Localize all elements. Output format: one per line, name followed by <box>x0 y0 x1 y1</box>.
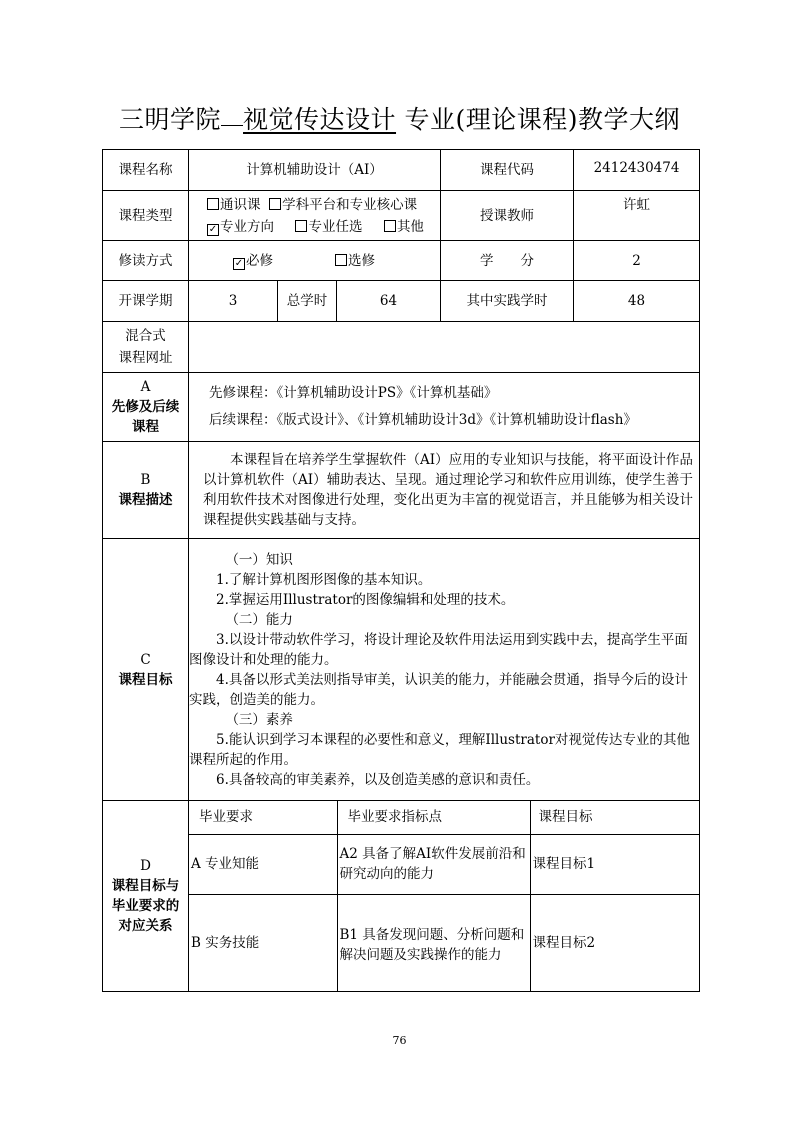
blended-value <box>189 322 700 373</box>
section-b-label: B 课程描述 <box>103 442 189 539</box>
course-name-label: 课程名称 <box>103 150 189 191</box>
course-code-value: 2412430474 <box>574 150 700 191</box>
course-goal-2: 课程目标2 <box>530 894 699 991</box>
teacher-label: 授课教师 <box>441 191 574 241</box>
row-section-a <box>103 373 700 442</box>
header-indicator: 毕业要求指标点 <box>337 801 530 834</box>
course-objectives <box>189 539 700 801</box>
objective-heading: （一）知识 <box>225 551 293 568</box>
title-rest: 专业(理论课程)教学大纲 <box>404 105 680 134</box>
indicator-b1: B1 具备发现问题、分析问题和解决问题及实践操作的能力 <box>337 894 530 991</box>
grad-req-b: B 实务技能 <box>189 894 337 991</box>
study-mode-options <box>189 241 441 281</box>
teacher-value: 许虹 <box>574 191 700 241</box>
row-study-mode <box>103 241 700 281</box>
title-major: 视觉传达设计 <box>243 105 397 134</box>
mapping-header-row <box>189 801 699 834</box>
mapping-row <box>189 894 699 991</box>
option-major-direction: 专业方向 <box>220 218 274 235</box>
total-hours-value: 64 <box>337 281 441 322</box>
option-optional: 选修 <box>348 252 375 269</box>
course-type-options <box>189 191 441 241</box>
row-section-c <box>103 539 700 801</box>
page-title <box>0 100 799 136</box>
objective-item: 5.能认识到学习本课程的必要性和意义，理解Illustrator对视觉传达专业的其他课程所起的作用。 <box>189 731 690 768</box>
row-course-name <box>103 150 700 191</box>
course-type-label: 课程类型 <box>103 191 189 241</box>
credit-label: 学 分 <box>441 241 574 281</box>
option-elective: 专业任选 <box>308 218 363 235</box>
requirements-mapping <box>189 801 700 992</box>
checkbox-core[interactable] <box>269 198 281 210</box>
page-number: 76 <box>392 1034 407 1047</box>
objective-item: 3.以设计带动软件学习，将设计理论及软件用法运用到实践中去，提高学生平面图像设计和处理的能力。 <box>189 631 688 668</box>
objective-heading: （二）能力 <box>225 611 293 628</box>
course-code-label: 课程代码 <box>441 150 574 191</box>
semester-label: 开课学期 <box>103 281 189 322</box>
prereq-courses: 先修课程：《计算机辅助设计PS》《计算机基础》 <box>209 385 498 401</box>
objective-heading: （三）素养 <box>225 711 293 728</box>
indicator-a2: A2 具备了解AI软件发展前沿和研究动向的能力 <box>337 834 530 894</box>
credit-value: 2 <box>574 241 700 281</box>
option-other: 其他 <box>396 218 424 235</box>
study-mode-label: 修读方式 <box>103 241 189 281</box>
course-goal-1: 课程目标1 <box>530 834 699 894</box>
section-d-label: D 课程目标与 毕业要求的 对应关系 <box>103 801 189 992</box>
course-name-value: 计算机辅助设计（AI） <box>189 150 441 191</box>
section-a-content <box>189 373 700 442</box>
checkbox-major-direction[interactable]: ✓ <box>208 223 218 235</box>
row-section-b <box>103 442 700 539</box>
checkbox-optional[interactable] <box>335 254 347 266</box>
practice-hours-label: 其中实践学时 <box>441 281 574 322</box>
header-grad-req: 毕业要求 <box>189 801 337 834</box>
checkbox-elective[interactable] <box>295 220 307 232</box>
mapping-row <box>189 834 699 894</box>
course-description: 本课程旨在培养学生掌握软件（AI）应用的专业知识与技能，将平面设计作品以计算机软件（AI）辅助表达、呈现。通过理论学习和软件应用训练，使学生善于利用软件技术对图像进行处理，变化出更为丰富的视觉语言，并且能够为相关设计课程提供实践基础与支持。 <box>189 442 700 539</box>
section-c-label: C 课程目标 <box>103 539 189 801</box>
followup-courses: 后续课程：《版式设计》、《计算机辅助设计3d》《计算机辅助设计flash》 <box>209 412 637 428</box>
objective-item: 1.了解计算机图形图像的基本知识。 <box>216 571 432 588</box>
syllabus-table <box>102 149 700 992</box>
objective-item: 4.具备以形式美法则指导审美，认识美的能力，并能融会贯通，指导今后的设计实践，创造美的能力。 <box>189 671 688 708</box>
grad-req-a: A 专业知能 <box>189 834 337 894</box>
row-blended-url <box>103 322 700 373</box>
checkbox-other[interactable] <box>384 220 396 232</box>
section-a-label: A 先修及后续 课程 <box>103 373 189 442</box>
blended-label: 混合式 课程网址 <box>103 322 189 373</box>
header-course-goal: 课程目标 <box>530 801 699 834</box>
option-required: 必修 <box>246 252 273 269</box>
row-section-d <box>103 801 700 992</box>
objective-item: 6.具备较高的审美素养，以及创造美感的意识和责任。 <box>216 771 540 788</box>
semester-value: 3 <box>189 281 278 322</box>
checkbox-general[interactable] <box>207 198 219 210</box>
total-hours-label: 总学时 <box>278 281 337 322</box>
option-general: 通识课 <box>220 196 261 213</box>
title-school: 三明学院 <box>119 105 222 134</box>
mapping-table <box>189 801 699 991</box>
checkbox-required[interactable]: ✓ <box>234 257 244 269</box>
row-course-type <box>103 191 700 241</box>
option-core: 学科平台和专业核心课 <box>282 196 418 213</box>
row-semester <box>103 281 700 322</box>
objective-item: 2.掌握运用Illustrator的图像编辑和处理的技术。 <box>216 591 515 608</box>
practice-hours-value: 48 <box>574 281 700 322</box>
